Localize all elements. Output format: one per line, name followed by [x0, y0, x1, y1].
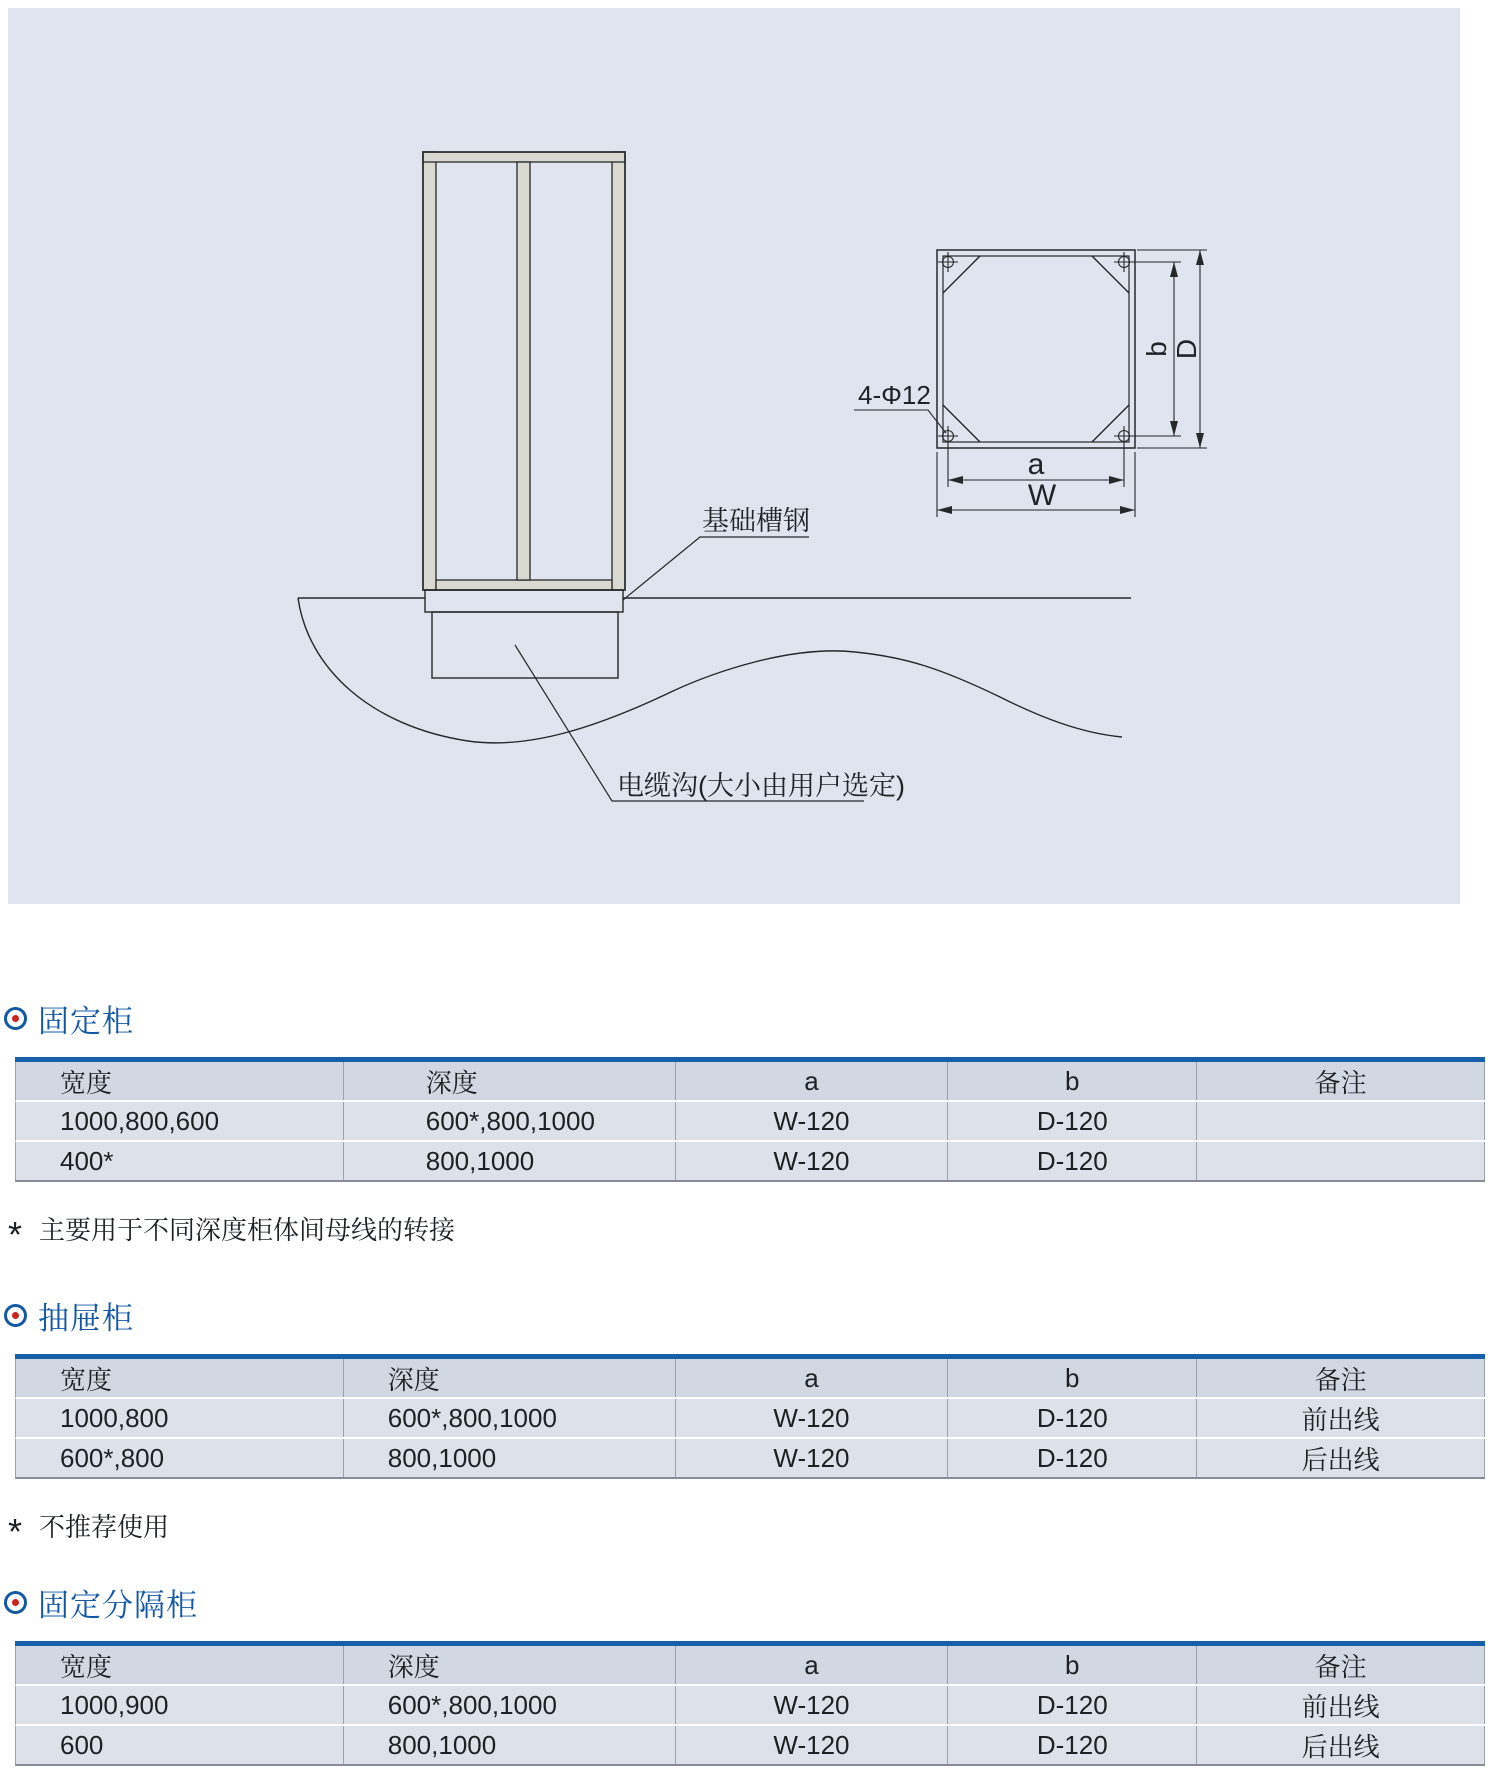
table-row: [15, 1399, 1485, 1439]
header-cell: 备注: [1197, 1646, 1485, 1684]
section-heading-fixed-partition-cabinet: [4, 1584, 198, 1623]
table-cell: W-120: [676, 1399, 949, 1437]
cabinet-bottom-rail: [436, 580, 612, 590]
header-cell: a: [676, 1359, 949, 1397]
table-cell: W-120: [676, 1439, 949, 1477]
top-view: [937, 250, 1135, 448]
bolt-hole: [938, 252, 958, 272]
table-cell: 400*: [16, 1142, 344, 1180]
dim-w-label: W: [1027, 479, 1057, 512]
top-view-outer-frame: [937, 250, 1135, 448]
diagram-panel: [8, 8, 1460, 904]
table-cell: 800,1000: [344, 1439, 676, 1477]
footnote-fixed-cabinet: [8, 1210, 456, 1255]
hole-spec-leader: [854, 410, 946, 433]
table-header-row: [15, 1359, 1485, 1399]
table-row: [15, 1726, 1485, 1766]
foundation-and-trench: [298, 590, 1131, 743]
spec-table-fixed-partition-cabinet: [15, 1641, 1485, 1766]
circle-dot-icon: [4, 1007, 27, 1030]
table-cell: [1197, 1142, 1485, 1180]
table-cell: W-120: [676, 1686, 949, 1724]
table-cell: 后出线: [1197, 1439, 1485, 1477]
header-cell: 备注: [1197, 1359, 1485, 1397]
table-header-row: [15, 1646, 1485, 1686]
spec-table-fixed-cabinet: [15, 1057, 1485, 1182]
table-row: [15, 1439, 1485, 1479]
header-cell: 宽度: [16, 1359, 344, 1397]
foundation-label: 基础槽钢: [702, 506, 810, 536]
trench-label: 电缆沟(大小由用户选定): [617, 771, 905, 801]
header-cell: 深度: [344, 1646, 676, 1684]
dim-a-label: a: [1027, 448, 1045, 481]
cabinet-top-rail: [423, 152, 625, 162]
header-cell: a: [676, 1646, 949, 1684]
table-cell: 600: [16, 1726, 344, 1764]
bolt-hole: [938, 426, 958, 446]
table-cell: D-120: [948, 1399, 1197, 1437]
header-cell: b: [948, 1359, 1197, 1397]
foundation-leader-line: [623, 537, 809, 600]
footnote-drawer-cabinet: [8, 1507, 170, 1552]
header-cell: a: [676, 1062, 949, 1100]
red-dot: [12, 1015, 19, 1022]
table-cell: 600*,800,1000: [344, 1399, 676, 1437]
table-row: [15, 1686, 1485, 1726]
section-heading-drawer-cabinet: [4, 1297, 134, 1336]
header-cell: 深度: [344, 1359, 676, 1397]
table-cell: 前出线: [1197, 1399, 1485, 1437]
table-cell: 800,1000: [344, 1142, 676, 1180]
table-row: [15, 1142, 1485, 1182]
table-cell: 1000,800,600: [16, 1102, 344, 1140]
soil-curve: [298, 598, 1122, 743]
table-cell: D-120: [948, 1726, 1197, 1764]
header-cell: 宽度: [16, 1062, 344, 1100]
bolt-holes: [938, 252, 1134, 446]
header-cell: 备注: [1197, 1062, 1485, 1100]
header-cell: b: [948, 1062, 1197, 1100]
table-cell: 1000,900: [16, 1686, 344, 1724]
section-heading-fixed-cabinet: [4, 1000, 134, 1039]
foundation-label-group: [623, 537, 809, 600]
table-cell: W-120: [676, 1726, 949, 1764]
cabinet-center-divider: [517, 162, 530, 580]
bolt-hole: [1114, 252, 1134, 272]
technical-diagram: [8, 8, 1460, 904]
table-cell: 600*,800: [16, 1439, 344, 1477]
table-cell: 后出线: [1197, 1726, 1485, 1764]
spec-table-drawer-cabinet: [15, 1354, 1485, 1479]
circle-dot-icon: [4, 1304, 27, 1327]
top-view-inner-frame: [943, 256, 1129, 442]
table-cell: D-120: [948, 1142, 1197, 1180]
foundation-base: [425, 590, 623, 612]
header-cell: 深度: [344, 1062, 676, 1100]
asterisk-marker: *: [8, 1214, 23, 1255]
table-cell: [1197, 1102, 1485, 1140]
header-cell: 宽度: [16, 1646, 344, 1684]
dim-b-label: b: [1141, 341, 1172, 357]
table-cell: 1000,800: [16, 1399, 344, 1437]
footnote-text: 不推荐使用: [39, 1512, 170, 1542]
dim-d-label: D: [1171, 338, 1202, 360]
table-cell: 600*,800,1000: [344, 1686, 676, 1724]
table-cell: W-120: [676, 1142, 949, 1180]
table-cell: 800,1000: [344, 1726, 676, 1764]
table-cell: D-120: [948, 1439, 1197, 1477]
cabinet-right-column: [612, 152, 625, 590]
table-cell: D-120: [948, 1102, 1197, 1140]
header-cell: b: [948, 1646, 1197, 1684]
red-dot: [12, 1312, 19, 1319]
cable-trench: [432, 612, 618, 678]
bolt-hole: [1114, 426, 1134, 446]
cabinet-front-view: [423, 152, 625, 590]
section-title: 固定柜: [38, 1003, 134, 1039]
table-row: [15, 1102, 1485, 1142]
table-cell: D-120: [948, 1686, 1197, 1724]
footnote-text: 主要用于不同深度柜体间母线的转接: [39, 1215, 456, 1245]
section-title: 固定分隔柜: [38, 1587, 198, 1623]
red-dot: [12, 1599, 19, 1606]
asterisk-marker: *: [8, 1511, 23, 1552]
hole-spec-label: 4-Φ12: [858, 380, 931, 410]
table-header-row: [15, 1062, 1485, 1102]
circle-dot-icon: [4, 1591, 27, 1614]
section-title: 抽屉柜: [38, 1300, 134, 1336]
table-cell: 600*,800,1000: [344, 1102, 676, 1140]
cabinet-left-column: [423, 152, 436, 590]
table-cell: W-120: [676, 1102, 949, 1140]
table-cell: 前出线: [1197, 1686, 1485, 1724]
